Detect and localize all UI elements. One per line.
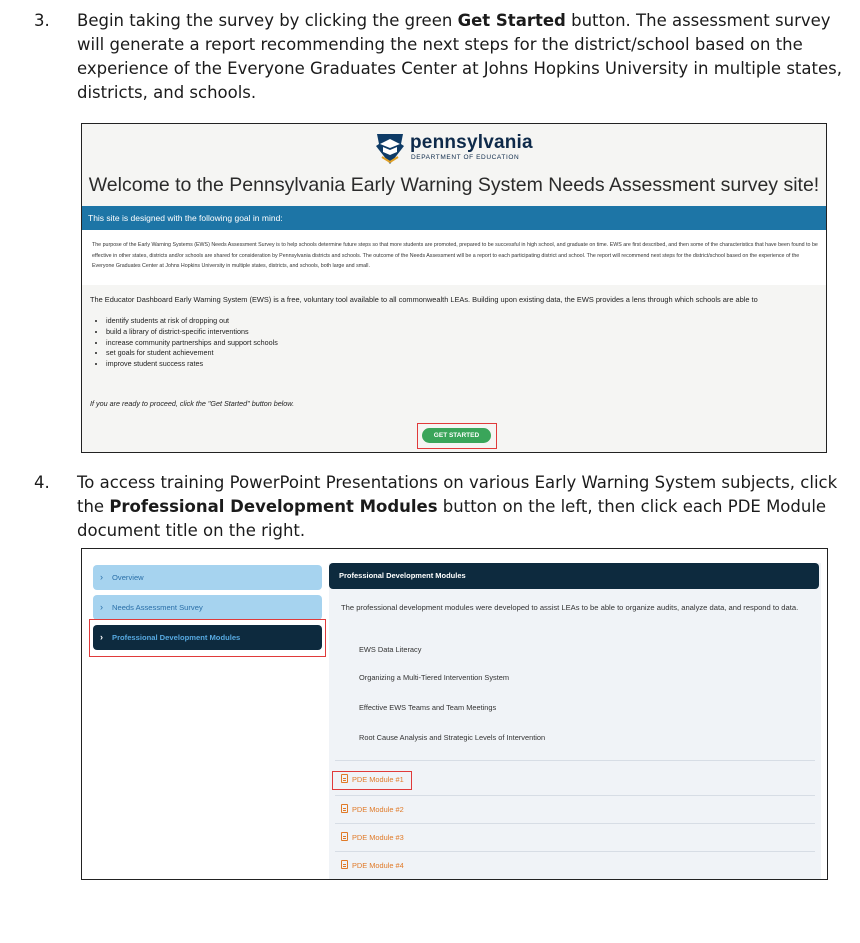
step-text-bold: Get Started <box>457 11 566 30</box>
module-label: PDE Module #3 <box>352 833 404 842</box>
topic-item: Effective EWS Teams and Team Meetings <box>359 703 497 712</box>
panel-description: The professional development modules were developed to assist LEAs to be able to organize audits, analyze data, and respond to data. <box>341 603 799 612</box>
pde-logo <box>374 132 554 168</box>
document-icon <box>341 774 348 783</box>
module-link-1[interactable] <box>341 773 404 787</box>
step-text-part: To access training PowerPoint Presentations on various Early Warning System subjects, click the <box>77 473 838 516</box>
chevron-right-icon: › <box>100 572 103 582</box>
get-started-button[interactable]: GET STARTED <box>422 428 491 443</box>
ews-bullet-list <box>94 316 278 370</box>
step-text <box>77 471 857 543</box>
module-link-2[interactable] <box>341 803 404 817</box>
sidebar-item-overview[interactable] <box>93 565 322 590</box>
survey-site-screenshot <box>81 123 827 453</box>
keystone-icon <box>374 132 406 166</box>
document-icon <box>341 804 348 813</box>
module-link-4[interactable] <box>341 859 404 873</box>
step-text-part: button on the left, then click each PDE Module document title on the right. <box>77 497 827 540</box>
module-link-3[interactable] <box>341 831 404 845</box>
goal-bar: This site is designed with the following goal in mind: <box>82 206 826 230</box>
document-icon <box>341 860 348 869</box>
step-text-part: Begin taking the survey by clicking the green <box>77 11 458 30</box>
divider <box>335 760 815 761</box>
welcome-heading: Welcome to the Pennsylvania Early Warning System Needs Assessment survey site! <box>88 174 820 196</box>
step-number: 4. <box>34 473 50 492</box>
step-text-part: button. The assessment survey will generate a report recommending the next steps for the district/school based on the experience of the Everyone Graduates Center at Johns Hopkins University in multiple states, districts, and schools. <box>77 11 842 102</box>
list-item: • increase community partnerships and support schools <box>106 338 278 349</box>
purpose-text: The purpose of the Early Warning Systems (EWS) Needs Assessment Survey is to help schools determine future steps so that more students are promoted, prepared to be successful in high school, and graduate on time. EWS are first described, and then some of the characteristics that have been found to be effective in other states, districts and/or schools are shared for consideration by Pennsylvania districts and schools. The outcome of the Needs Assessment will be a report to each participating district and school. The report will recommend next steps for the district/school based on the experience of the Everyone Graduates Center at Johns Hopkins University in multiple states, districts, and schools, both large and small. <box>82 230 826 285</box>
divider <box>335 851 815 852</box>
module-label: PDE Module #1 <box>352 775 404 784</box>
panel-header: Professional Development Modules <box>329 563 819 589</box>
highlight-box <box>417 423 497 449</box>
topic-item: EWS Data Literacy <box>359 645 422 654</box>
module-label: PDE Module #4 <box>352 861 404 870</box>
modules-panel <box>329 563 821 880</box>
ready-text: If you are ready to proceed, click the "Get Started" button below. <box>90 399 295 408</box>
module-label: PDE Module #2 <box>352 805 404 814</box>
document-icon <box>341 832 348 841</box>
sidebar-item-label: Needs Assessment Survey <box>112 603 203 612</box>
step-number: 3. <box>34 11 50 30</box>
list-item: • set goals for student achievement <box>106 348 278 359</box>
topic-item: Root Cause Analysis and Strategic Levels of Intervention <box>359 733 546 742</box>
sidebar-item-pd-modules[interactable] <box>93 625 322 650</box>
sidebar-item-label: Overview <box>112 573 144 582</box>
sidebar-item-label: Professional Development Modules <box>112 633 241 642</box>
divider <box>335 823 815 824</box>
step-text-bold: Professional Development Modules <box>109 497 438 516</box>
modules-screenshot <box>81 548 828 880</box>
list-item: • build a library of district-specific interventions <box>106 327 278 338</box>
logo-dept: DEPARTMENT OF EDUCATION <box>411 154 520 161</box>
list-item: • improve student success rates <box>106 359 278 370</box>
topic-item: Organizing a Multi-Tiered Intervention System <box>359 673 510 682</box>
ews-description: The Educator Dashboard Early Warning System (EWS) is a free, voluntary tool available to all commonwealth LEAs. Building upon existing data, the EWS provides a lens through which schools are able to <box>90 295 758 304</box>
divider <box>335 795 815 796</box>
step-text <box>77 9 857 105</box>
chevron-right-icon: › <box>100 602 103 612</box>
list-item: • identify students at risk of dropping out <box>106 316 278 327</box>
logo-brand: pennsylvania <box>410 132 533 153</box>
chevron-right-icon: › <box>100 632 103 642</box>
sidebar-item-needs-assessment[interactable] <box>93 595 322 620</box>
